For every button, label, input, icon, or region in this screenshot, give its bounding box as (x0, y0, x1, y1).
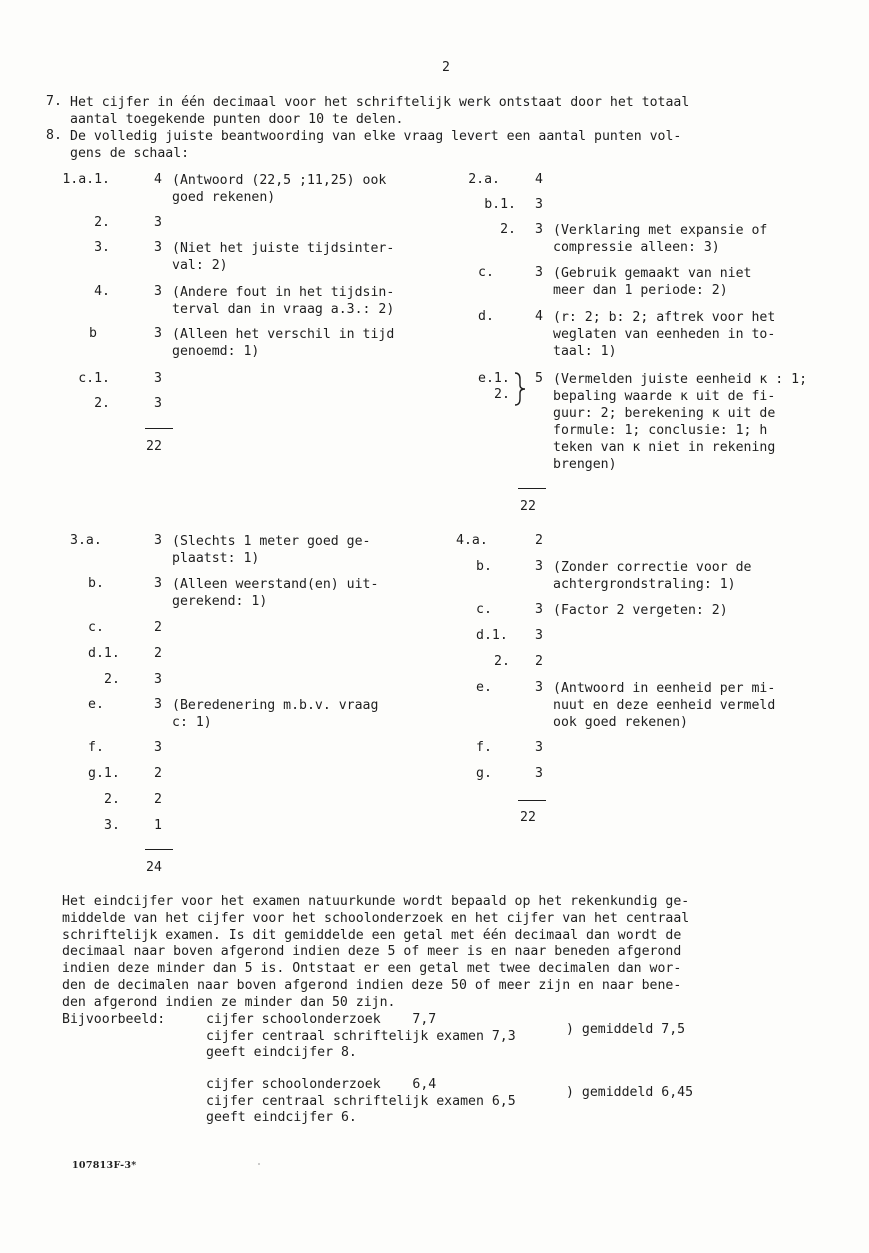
item-label: 1.a.1. (62, 172, 110, 187)
item-label: 3. (94, 240, 110, 255)
item-points: 2 (535, 654, 543, 669)
item-note: (Antwoord in eenheid per mi- nuut en deze eenheid vermeld ook goed rekenen) (553, 681, 776, 730)
item-label: e.1. (478, 371, 510, 386)
item-label: 2. (104, 672, 120, 687)
item-note: (Gebruik gemaakt van niet meer dan 1 periode: 2) (553, 266, 752, 298)
item-note: (Niet het juiste tijdsinter- val: 2) (172, 241, 395, 273)
item-points: 3 (154, 215, 162, 230)
item-note: (Antwoord (22,5 ;11,25) ook goed rekenen) (172, 173, 387, 205)
item-points: 2 (154, 792, 162, 807)
item-points: 3 (535, 265, 543, 280)
item-note: (Beredenering m.b.v. vraag c: 1) (172, 698, 379, 730)
item-points: 3 (154, 396, 162, 411)
item-note: (Factor 2 vergeten: 2) (553, 603, 728, 618)
sum-line (145, 428, 173, 429)
example-1-lines: cijfer schoolonderzoek 7,7 cijfer centraal schriftelijk examen 7,3 geeft eindcijfer 8. (206, 1012, 516, 1060)
question-3-total: 24 (146, 860, 162, 875)
item-points: 2 (154, 646, 162, 661)
item-note: (Alleen het verschil in tijd genoemd: 1) (172, 327, 395, 359)
item-label: 2. (494, 654, 510, 669)
rule-8-text: De volledig juiste beantwoording van elke vraag levert een aantal punten vol- gens de schaal: (70, 129, 682, 161)
final-grade-paragraph: Het eindcijfer voor het examen natuurkunde wordt bepaald op het rekenkundig ge- middelde van het cijfer voor het schoolonderzoek en het cijfer van het centraal schriftelijk examen. Is dit gemiddelde een getal met één decimaal dan wordt de decimaal naar boven afgerond indien deze 5 of meer is en naar beneden afgerond indien deze minder dan 5 is. Ontstaat er een getal met twee decimalen dan wor- den de decimalen naar boven afgerond indien deze 50 of meer zijn en naar bene- den afgerond indien ze minder dan 50 zijn. (62, 894, 690, 1010)
item-points: 3 (154, 576, 162, 591)
item-label: f. (476, 740, 492, 755)
example-1-result: ) gemiddeld 7,5 (566, 1022, 686, 1037)
item-points: 3 (154, 533, 162, 548)
question-2-total: 22 (520, 499, 536, 514)
item-label: c.1. (78, 371, 110, 386)
item-label: b.1. (484, 197, 516, 212)
item-note: (Andere fout in het tijdsin- terval dan in vraag a.3.: 2) (172, 285, 395, 317)
item-points: 3 (535, 197, 543, 212)
item-label: d. (478, 309, 494, 324)
item-label: e. (88, 697, 104, 712)
item-points: 3 (535, 766, 543, 781)
item-points: 3 (154, 740, 162, 755)
item-label: 4. (94, 284, 110, 299)
item-label: b. (88, 576, 104, 591)
sum-line (145, 849, 173, 850)
item-label: b. (476, 559, 492, 574)
example-2-lines: cijfer schoolonderzoek 6,4 cijfer centraal schriftelijk examen 6,5 geeft eindcijfer 6. (206, 1077, 516, 1125)
example-2-result: ) gemiddeld 6,45 (566, 1085, 694, 1100)
item-label: 2. (94, 215, 110, 230)
item-label: 4.a. (456, 533, 488, 548)
item-points: 3 (535, 222, 543, 237)
item-label: f. (88, 740, 104, 755)
sum-line (518, 800, 546, 801)
item-points: 3 (535, 602, 543, 617)
item-points: 3 (535, 680, 543, 695)
item-points: 2 (154, 766, 162, 781)
item-points: 3 (154, 240, 162, 255)
item-label: b (89, 326, 97, 341)
question-1-total: 22 (146, 439, 162, 454)
rule-7-number: 7. (46, 94, 62, 109)
item-points: 3 (535, 628, 543, 643)
item-points: 4 (154, 172, 162, 187)
item-points: 4 (535, 309, 543, 324)
item-label: g.1. (88, 766, 120, 781)
right-brace-icon (513, 371, 527, 407)
item-points: 3 (154, 697, 162, 712)
page-number: 2 (442, 60, 450, 75)
item-note: (Verklaring met expansie of compressie alleen: 3) (553, 223, 768, 255)
item-points: 3 (535, 559, 543, 574)
item-points: 3 (154, 284, 162, 299)
sum-line (518, 488, 546, 489)
item-label: c. (88, 620, 104, 635)
item-points: 5 (535, 371, 543, 386)
document-code: 107813F-3* (72, 1160, 137, 1171)
item-points: 3 (154, 672, 162, 687)
item-note: (Zonder correctie voor de achtergrondstraling: 1) (553, 560, 752, 592)
item-label: d.1. (88, 646, 120, 661)
item-label: e. (476, 680, 492, 695)
item-label: 2. (94, 396, 110, 411)
item-points: 3 (154, 326, 162, 341)
item-label: g. (476, 766, 492, 781)
item-label: 2. (494, 387, 510, 402)
question-4-total: 22 (520, 810, 536, 825)
item-label: c. (476, 602, 492, 617)
item-label: 2. (104, 792, 120, 807)
item-note: (Alleen weerstand(en) uit- gerekend: 1) (172, 577, 379, 609)
item-points: 4 (535, 172, 543, 187)
item-label: 3.a. (70, 533, 102, 548)
rule-8-number: 8. (46, 128, 62, 143)
item-label: 2. (500, 222, 516, 237)
scan-speck (258, 1163, 260, 1165)
item-note: (Slechts 1 meter goed ge- plaatst: 1) (172, 534, 371, 566)
rule-7-text: Het cijfer in één decimaal voor het schriftelijk werk ontstaat door het totaal aantal toegekende punten door 10 te delen. (70, 95, 690, 127)
item-points: 3 (154, 371, 162, 386)
item-label: c. (478, 265, 494, 280)
examples-intro: Bijvoorbeeld: (62, 1012, 166, 1027)
item-points: 2 (154, 620, 162, 635)
item-label: 2.a. (468, 172, 500, 187)
item-points: 1 (154, 818, 162, 833)
item-label: 3. (104, 818, 120, 833)
item-points: 3 (535, 740, 543, 755)
item-points: 2 (535, 533, 543, 548)
item-note: (Vermelden juiste eenheid κ : 1; bepaling waarde κ uit de fi- guur: 2; berekening κ uit de formule: 1; conclusie: 1; h teken van κ niet in rekening brengen) (553, 372, 808, 472)
item-label: d.1. (476, 628, 508, 643)
item-note: (r: 2; b: 2; aftrek voor het weglaten van eenheden in to- taal: 1) (553, 310, 776, 359)
